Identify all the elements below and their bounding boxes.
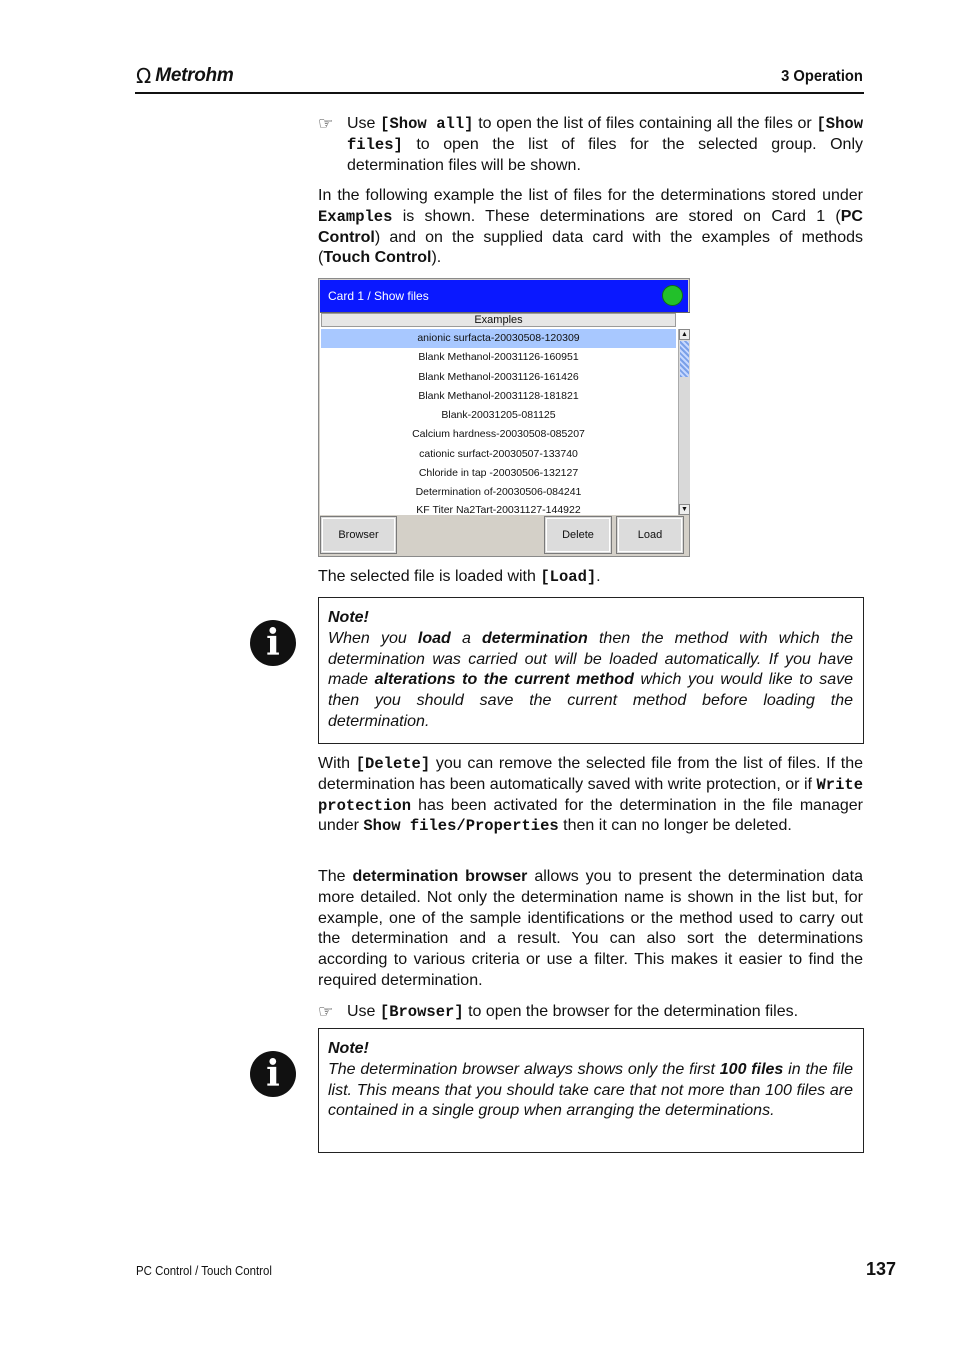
pointing-hand-icon: ☞ bbox=[318, 1002, 334, 1021]
load-command: [Load] bbox=[540, 568, 597, 586]
list-item[interactable]: Blank Methanol-20031126-160951 bbox=[418, 351, 579, 364]
load-button[interactable]: Load bbox=[616, 516, 684, 554]
note2-text-1: The determination browser always shows only the first bbox=[328, 1060, 715, 1078]
browser-use-paragraph bbox=[318, 1002, 863, 1023]
examples-group-name: Examples bbox=[318, 207, 393, 226]
scroll-down-arrow-icon[interactable]: ▼ bbox=[679, 504, 690, 515]
note-title: Note! bbox=[328, 609, 369, 626]
note2-100-files: 100 files bbox=[719, 1060, 784, 1078]
list-header[interactable]: Examples bbox=[321, 313, 676, 327]
browser-button[interactable]: Browser bbox=[320, 516, 397, 554]
example-text-3: ) and on the supplied data card with the examples of methods ( bbox=[318, 228, 863, 267]
intro-paragraph bbox=[318, 114, 863, 176]
load-text-2: . bbox=[596, 568, 601, 585]
show-all-command: [Show all] bbox=[380, 115, 474, 133]
note1-text-3: then the method with which the determination was carried out will be loaded automatically. If you have made bbox=[328, 629, 854, 689]
file-list bbox=[320, 312, 690, 515]
example-paragraph bbox=[318, 186, 863, 269]
list-item[interactable]: KF Titer Na2Tart-20031127-144922 bbox=[416, 503, 581, 513]
note2-text-2: in the file list. This means that you should take care that not more than 100 files are contained in a single group when arranging the determinations. bbox=[328, 1060, 853, 1120]
list-item[interactable]: anionic surfacta-20030508-120309 bbox=[321, 329, 676, 348]
show-files-command: [Show files] bbox=[347, 115, 863, 154]
note1-alterations: alterations to the current method bbox=[374, 671, 634, 689]
note-box-1 bbox=[318, 597, 864, 744]
list-item[interactable]: Determination of-20030506-084241 bbox=[415, 486, 582, 499]
example-text-4: ). bbox=[431, 249, 442, 267]
show-files-properties-path: Show files/Properties bbox=[363, 817, 559, 836]
file-list-rows bbox=[321, 329, 676, 513]
list-scrollbar[interactable] bbox=[678, 329, 690, 515]
determination-browser-label: determination browser bbox=[352, 868, 528, 885]
delete-text-2: you can remove the selected file from the list of files. If the determination has been automatically saved with write protection, or if bbox=[318, 755, 864, 793]
browser-use-text-1: to open the browser for the determination files. bbox=[468, 1003, 799, 1020]
intro-text-1: to open the list of files containing all the files or bbox=[478, 115, 812, 132]
intro-text-2: to open the list of files for the selected group. Only determination files will be shown. bbox=[347, 135, 863, 174]
info-icon: i bbox=[250, 1051, 296, 1097]
window-title-bar bbox=[320, 280, 688, 312]
pointing-hand-icon: ☞ bbox=[318, 114, 334, 133]
delete-button[interactable]: Delete bbox=[544, 516, 612, 554]
browser-command: [Browser] bbox=[379, 1003, 464, 1021]
pc-control-label: PC Control bbox=[318, 207, 863, 246]
scroll-up-arrow-icon[interactable]: ▲ bbox=[679, 329, 690, 340]
list-item[interactable]: Chloride in tap -20030506-132127 bbox=[418, 467, 579, 480]
list-item[interactable]: Blank Methanol-20031128-181821 bbox=[418, 389, 579, 402]
omega-logo-icon: Ω bbox=[136, 64, 152, 88]
write-protection-label: Write protection bbox=[318, 775, 863, 815]
status-indicator-icon bbox=[662, 285, 683, 306]
load-text-1: The selected file is loaded with bbox=[318, 568, 536, 585]
show-files-screenshot bbox=[318, 278, 690, 557]
browser-text-1: The bbox=[318, 868, 346, 885]
delete-text-3: has been activated for the determination in the file manager under bbox=[318, 796, 863, 835]
list-item[interactable]: cationic surfact-20030507-133740 bbox=[419, 447, 578, 460]
delete-text-1: With bbox=[318, 755, 350, 772]
delete-paragraph bbox=[318, 754, 863, 837]
browser-text-2: allows you to present the determination data more detailed. Not only the determination name is shown in the list but, for example, one of the sample identifications or the method used to carry out the determination and a result. You can also sort the determinations according to various criteria or use a filter. This makes it easier to find the required determination. bbox=[318, 868, 864, 989]
metrohm-logo bbox=[136, 64, 233, 88]
list-item[interactable]: Blank-20031205-081125 bbox=[441, 409, 556, 422]
footer-product-name: PC Control / Touch Control bbox=[136, 1263, 272, 1278]
scroll-thumb[interactable] bbox=[680, 341, 689, 377]
list-item[interactable]: Blank Methanol-20031126-161426 bbox=[418, 370, 579, 383]
note1-text-4: which you would like to save then you should save the current method before loading the determination. bbox=[328, 671, 854, 730]
delete-text-4: then it can no longer be deleted. bbox=[563, 817, 792, 835]
note-title: Note! bbox=[328, 1040, 369, 1057]
header-divider bbox=[135, 92, 864, 94]
note1-load: load bbox=[417, 629, 451, 647]
browser-paragraph bbox=[318, 867, 863, 992]
intro-use-text: Use bbox=[347, 115, 376, 132]
note1-text-2: a bbox=[461, 629, 471, 647]
note-box-2 bbox=[318, 1028, 864, 1153]
info-icon: i bbox=[250, 620, 296, 666]
browser-use-text: Use bbox=[347, 1003, 376, 1020]
note1-determination: determination bbox=[482, 629, 588, 647]
list-item[interactable]: Calcium hardness-20030508-085207 bbox=[412, 428, 585, 441]
window-title: Card 1 / Show files bbox=[328, 289, 429, 303]
brand-name: Metrohm bbox=[155, 65, 234, 86]
note1-text-1: When you bbox=[328, 629, 407, 647]
load-paragraph bbox=[318, 567, 863, 588]
touch-control-label: Touch Control bbox=[323, 249, 432, 267]
example-text-2: is shown. These determinations are stored on Card 1 ( bbox=[402, 207, 841, 225]
section-title: 3 Operation bbox=[781, 68, 863, 85]
delete-command: [Delete] bbox=[355, 755, 431, 773]
example-text-1: In the following example the list of files for the determinations stored under bbox=[318, 187, 863, 204]
page-number: 137 bbox=[865, 1259, 896, 1279]
